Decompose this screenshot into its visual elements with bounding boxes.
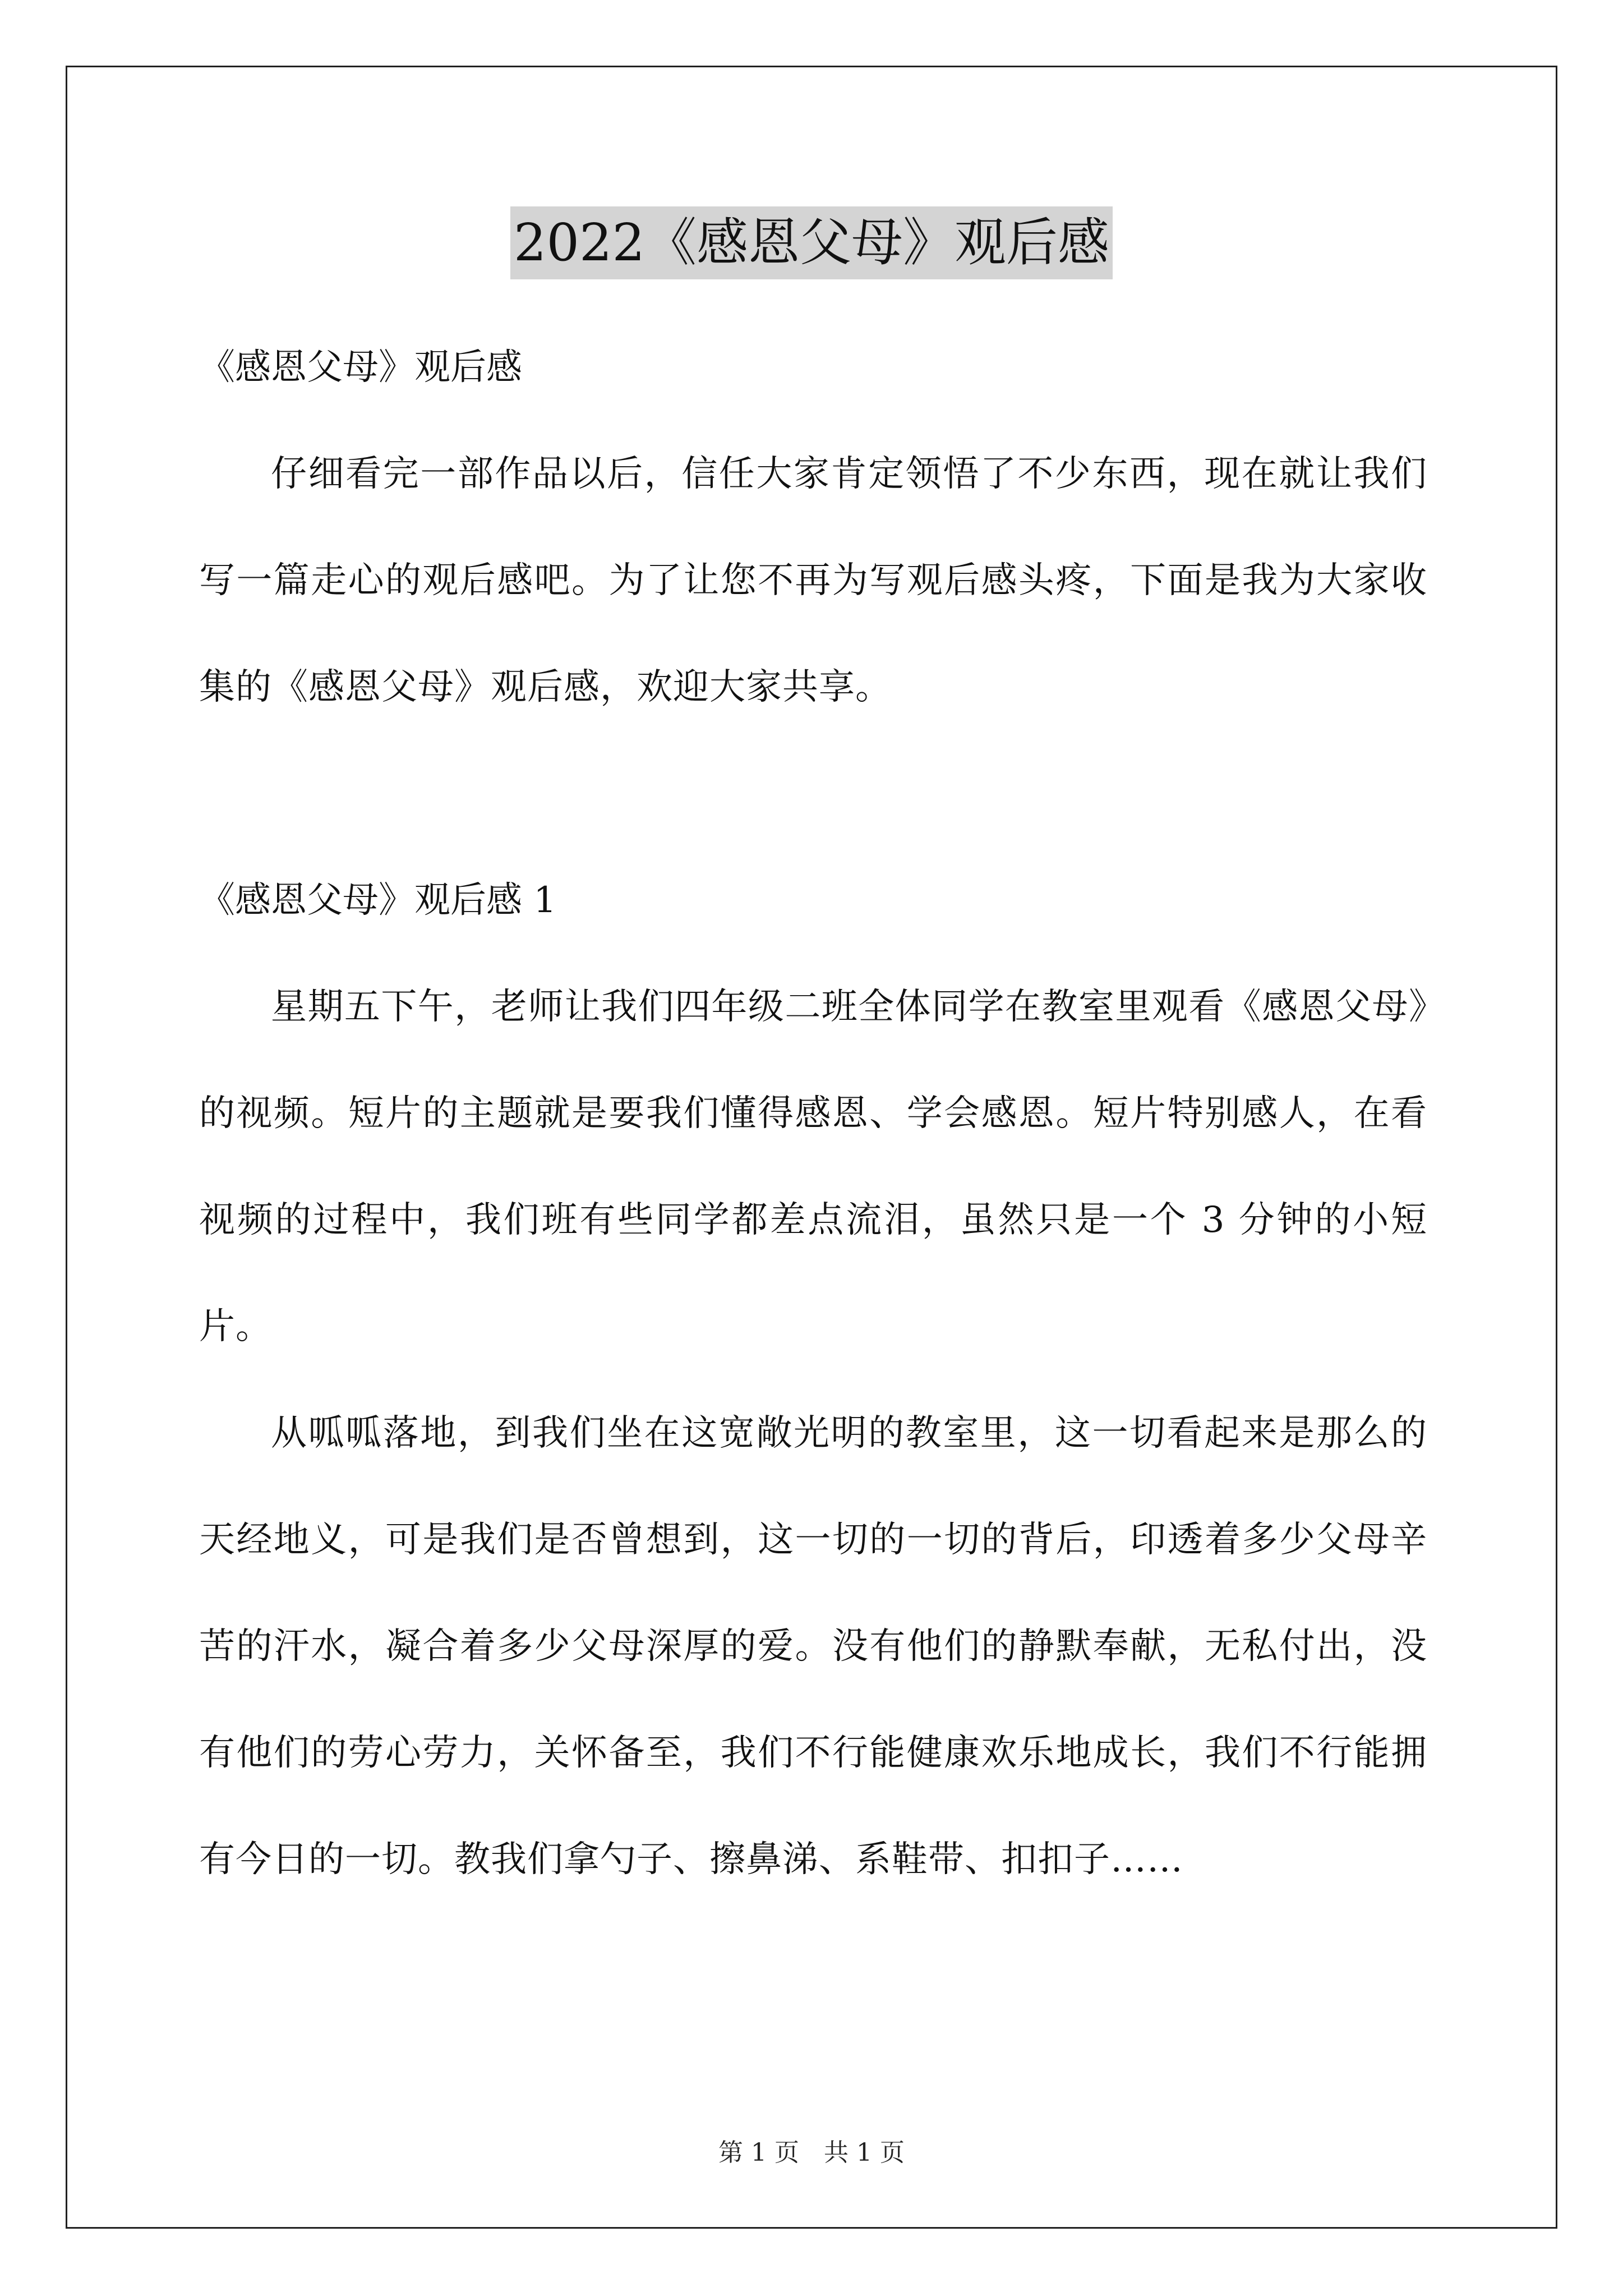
section-paragraph-2: 从呱呱落地，到我们坐在这宽敞光明的教室里，这一切看起来是那么的天经地义，可是我们是否曾想到，这一切的一切的背后，印透着多少父母辛苦的汗水，凝合着多少父母深厚的爱。没有他们的静默奉献，无私付出，没有他们的劳心劳力，关怀备至，我们不行能健康欢乐地成长，我们不行能拥有今日的一切。教我们拿勺子、擦鼻涕、系鞋带、扣扣子…… <box>199 1412 1427 1880</box>
spacer <box>199 740 1427 847</box>
document-title <box>0 206 1623 279</box>
section-heading: 《感恩父母》观后感 1 <box>199 880 557 921</box>
section-paragraph-1: 星期五下午，老师让我们四年级二班全体同学在教室里观看《感恩父母》的视频。短片的主题就是要我们懂得感恩、学会感恩。短片特别感人，在看视频的过程中，我们班有些同学都差点流泪，虽然只是一个 3 分钟的小短片。 <box>199 986 1427 1347</box>
document-title-text: 2022《感恩父母》观后感 <box>510 206 1113 279</box>
page-footer: 第 1 页 共 1 页 <box>718 2138 905 2167</box>
document-body <box>199 314 1427 1913</box>
intro-paragraph: 仔细看完一部作品以后，信任大家肯定领悟了不少东西，现在就让我们写一篇走心的观后感吧。为了让您不再为写观后感头疼，下面是我为大家收集的《感恩父母》观后感，欢迎大家共享。 <box>199 453 1427 708</box>
subtitle: 《感恩父母》观后感 <box>199 347 522 388</box>
